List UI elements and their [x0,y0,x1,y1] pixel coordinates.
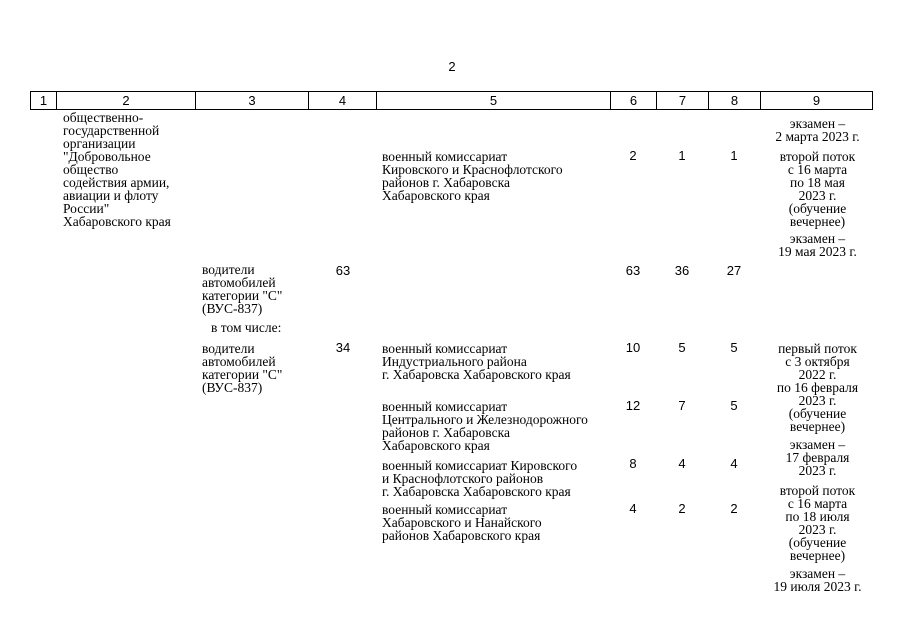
row4-col7: 2 [678,501,686,516]
row3-col6: 8 [629,456,637,471]
col-header-9: 9 [812,93,821,108]
schedule-second-stream: второй поток с 16 марта по 18 июля 2023 г. (обучение вечернее) [779,483,856,563]
drivers-total-col4: 63 [335,263,351,278]
including-label: в том числе: [211,320,282,335]
row2-col6: 12 [625,398,641,413]
row3-col8: 4 [730,456,738,471]
row3-col7: 4 [678,456,686,471]
block1-col7: 1 [678,148,686,163]
drivers-total-col7: 36 [674,263,690,278]
drivers-sub-label: водители автомобилей категории "С" (ВУС-837) [202,341,283,395]
table-header-row [30,91,873,110]
row4-col8: 2 [730,501,738,516]
block1-col8: 1 [730,148,738,163]
commissariat-kirovsky-2: военный комиссариат Кировского и Краснофлотского районов г. Хабаровска Хабаровского края [382,458,578,499]
commissariat-khabarovsky-nanaisky: военный комиссариат Хабаровского и Нанайского районов Хабаровского края [382,502,542,543]
block1-exam-second: экзамен – 19 мая 2023 г. [778,231,857,259]
col-header-8: 8 [709,92,761,109]
block1-col6: 2 [629,148,637,163]
row1-col6: 10 [625,340,641,355]
schedule-exam-first: экзамен – 17 февраля 2023 г. [785,437,850,478]
col-header-2: 2 [57,92,196,109]
block1-exam-first: экзамен – 2 марта 2023 г. [775,116,860,144]
drivers-sub-col4: 34 [335,340,351,355]
commissariat-industrialny: военный комиссариат Индустриального района г. Хабаровска Хабаровского края [382,341,571,382]
col-header-7: 7 [657,92,709,109]
commissariat-tsentralny: военный комиссариат Центрального и Железнодорожного районов г. Хабаровска Хабаровского края [382,399,588,453]
commissariat-kirovsky-1: военный комиссариат Кировского и Краснофлотского районов г. Хабаровска Хабаровского края [382,149,563,203]
drivers-total-col8: 27 [726,263,742,278]
drivers-total-label: водители автомобилей категории "С" (ВУС-837) [202,262,283,316]
row1-col8: 5 [730,340,738,355]
schedule-exam-second: экзамен – 19 июля 2023 г. [773,566,862,594]
col-header-4: 4 [309,92,377,109]
col-header-3: 3 [196,92,309,109]
page-number: 2 [448,59,456,74]
row1-col7: 5 [678,340,686,355]
row2-col7: 7 [678,398,686,413]
row4-col6: 4 [629,501,637,516]
row2-col8: 5 [730,398,738,413]
col-header-1: 1 [31,92,57,109]
col-header-5: 5 [377,92,611,109]
block1-second-stream: второй поток с 16 марта по 18 мая 2023 г. (обучение вечернее) [779,149,856,229]
drivers-total-col6: 63 [625,263,641,278]
organization-name: общественно- государственной организации "Добровольное общество содействия армии, авиации и флоту России" Хабаровского края [63,110,171,229]
schedule-first-stream: первый поток с 3 октября 2022 г. по 16 февраля 2023 г. (обучение вечернее) [776,341,859,434]
col-header-6: 6 [611,92,657,109]
